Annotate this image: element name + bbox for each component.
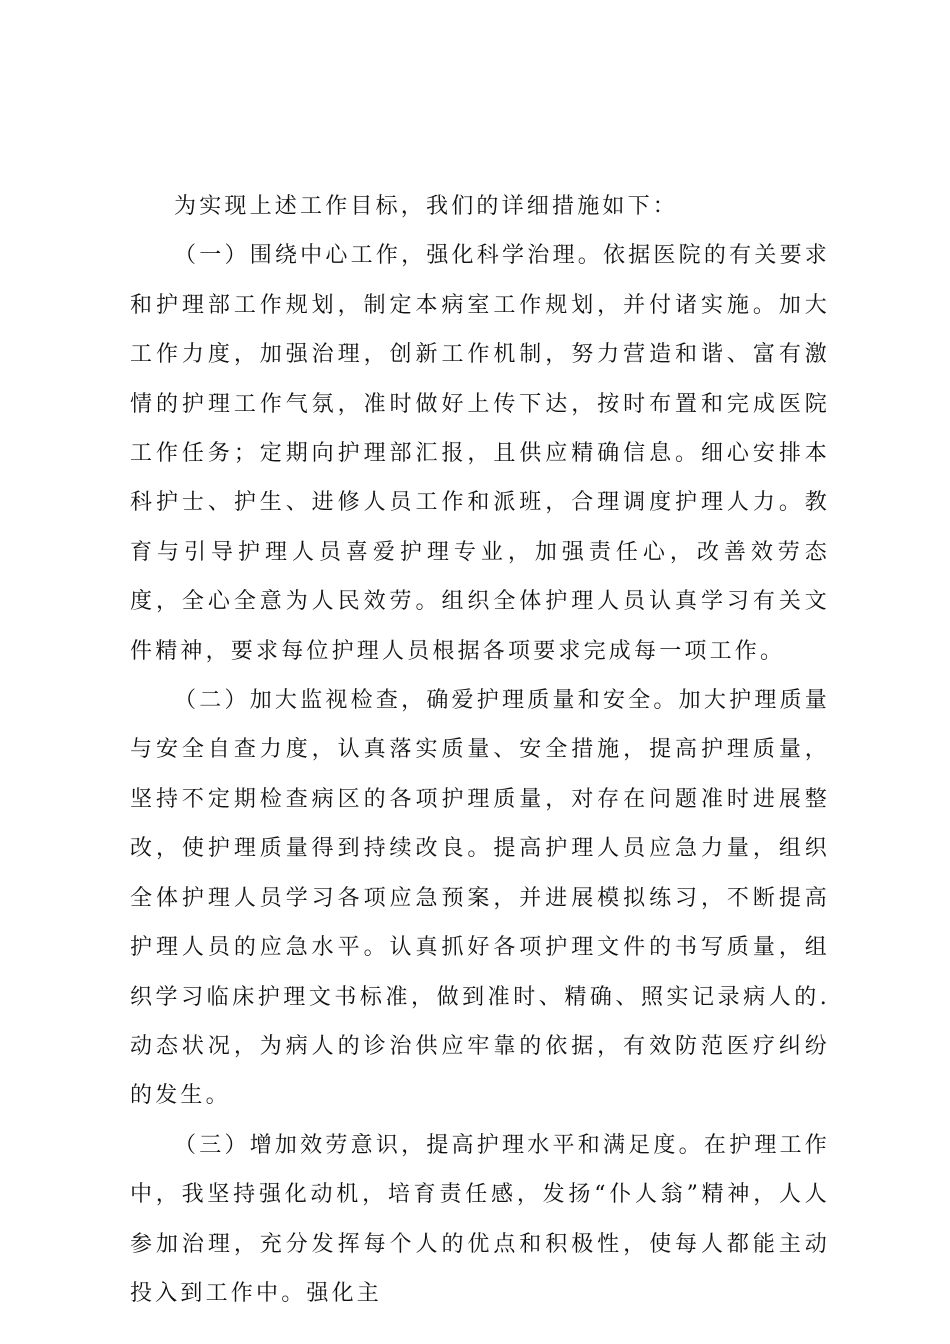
- paragraph-section-2: （二）加大监视检查，确爱护理质量和安全。加大护理质量与安全自查力度，认真落实质量、安全措施，提高护理质量，坚持不定期检查病区的各项护理质量，对存在问题准时进展整改，使护理质量得到持续改良。提高护理人员应急力量，组织全体护理人员学习各项应急预案，并进展模拟练习，不断提高护理人员的应急水平。认真抓好各项护理文件的书写质量，组织学习临床护理文书标准，做到准时、精确、照实记录病人的.动态状况，为病人的诊治供应牢靠的依据，有效防范医疗纠纷的发生。: [130, 688, 830, 1109]
- paragraph-section-1: （一）围绕中心工作，强化科学治理。依据医院的有关要求和护理部工作规划，制定本病室工作规划，并付诸实施。加大工作力度，加强治理，创新工作机制，努力营造和谐、富有激情的护理工作气氛，准时做好上传下达，按时布置和完成医院工作任务；定期向护理部汇报，且供应精确信息。细心安排本科护士、护生、进修人员工作和派班，合理调度护理人力。教育与引导护理人员喜爱护理专业，加强责任心，改善效劳态度，全心全意为人民效劳。组织全体护理人员认真学习有关文件精神，要求每位护理人员根据各项要求完成每一项工作。: [130, 243, 830, 664]
- paragraph-section-3: （三）增加效劳意识，提高护理水平和满足度。在护理工作中，我坚持强化动机，培育责任感，发扬“仆人翁”精神，人人参加治理，充分发挥每个人的优点和积极性，使每人都能主动投入到工作中。强化主: [130, 1132, 830, 1306]
- document-body: [130, 182, 830, 1318]
- paragraph-intro: 为实现上述工作目标，我们的详细措施如下：: [174, 194, 679, 219]
